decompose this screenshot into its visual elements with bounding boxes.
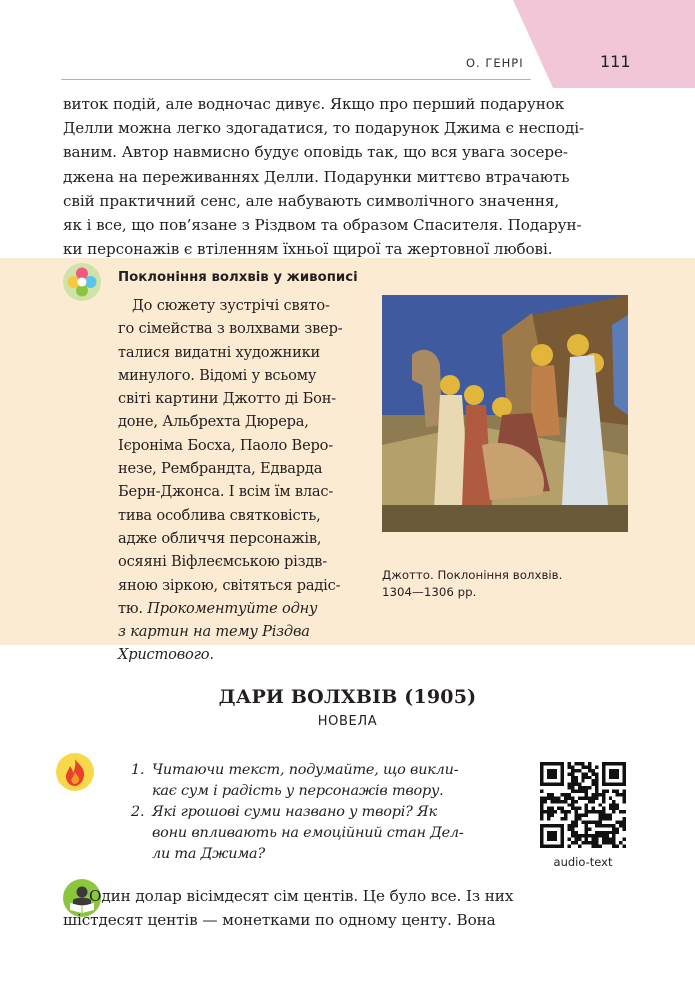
- work-title: ДАРИ ВОЛХВІВ (1905): [218, 686, 477, 708]
- text-line: адже обличчя персонажів,: [118, 529, 322, 547]
- text-line: го сімейства з волхвами звер-: [118, 320, 343, 338]
- giotto-adoration-painting: [382, 295, 628, 532]
- page-number: 111: [600, 52, 631, 71]
- qr-code-icon[interactable]: [540, 762, 626, 848]
- task-item: [128, 802, 528, 865]
- text-line: Берн-Джонса. І всім їм влас-: [118, 483, 334, 501]
- text-line: талися видатні художники: [118, 343, 321, 361]
- box-title: Поклоніння волхвів у живописі: [118, 270, 358, 285]
- text-line: джена на переживаннях Делли. Подарунки миттєво втрачають: [63, 167, 570, 186]
- text-line: Делли можна легко здогадатися, то подарунок Джима є несподі-: [63, 119, 585, 138]
- intro-paragraph: [63, 92, 629, 261]
- text-line: тива особлива святковість,: [118, 506, 321, 524]
- text-line: незе, Рембрандта, Едварда: [118, 460, 323, 478]
- task-question-line: Христового.: [118, 646, 214, 664]
- text-line: Читаючи текст, подумайте, що викли-: [152, 762, 459, 778]
- text-line: шістдесят центів — монетками по одному центу. Вона: [63, 911, 496, 930]
- text-line: До сюжету зустрічі свято-: [132, 297, 330, 314]
- text-line: ки персонажів є втіленням їхньої щирої та жертовної любові.: [63, 240, 553, 259]
- task-item: [128, 760, 528, 802]
- caption-line: 1304—1306 рр.: [382, 585, 477, 599]
- text-line: доне, Альбрехта Дюрера,: [118, 413, 309, 431]
- text-line: ваним. Автор навмисно будує оповідь так, що вся увага зосере-: [63, 143, 568, 162]
- reading-tasks: [128, 760, 528, 865]
- text-line: яною зіркою, світяться радіс-: [118, 576, 341, 594]
- fire-icon: [55, 752, 95, 792]
- work-genre: НОВЕЛА: [317, 714, 378, 729]
- running-header-author: О. ГЕНРІ: [466, 56, 524, 70]
- header-rule: [61, 79, 531, 80]
- story-opening: [63, 884, 629, 932]
- task-question: Прокоментуйте одну: [142, 599, 318, 617]
- art-text: [118, 294, 361, 667]
- task-number: 1.: [131, 762, 145, 778]
- text-line: виток подій, але водночас дивує. Якщо про перший подарунок: [63, 95, 565, 113]
- page-corner-decoration: [513, 0, 695, 88]
- text-line: кає сум і радість у персонажів твору.: [152, 783, 444, 799]
- text-line: як і все, що пов’язане з Різдвом та образом Спасителя. Подарун-: [63, 216, 582, 235]
- text-line: Ієроніма Босха, Паоло Веро-: [118, 436, 333, 454]
- text-line-end: тю.: [118, 599, 143, 617]
- text-line: Один долар вісімдесят сім центів. Це було все. Із них: [89, 887, 514, 905]
- task-question-line: з картин на тему Різдва: [118, 623, 310, 641]
- text-line: ли та Джима?: [152, 846, 265, 862]
- text-line: світі картини Джотто ді Бон-: [118, 390, 337, 408]
- caption-line: Джотто. Поклоніння волхвів.: [382, 568, 563, 582]
- text-line: осяяні Віфлеємською різдв-: [118, 553, 327, 571]
- painting-caption: [382, 567, 632, 601]
- text-line: [118, 597, 361, 620]
- text-line: минулого. Відомі у всьому: [118, 366, 317, 384]
- flower-icon: [62, 262, 102, 302]
- text-line: свій практичний сенс, але набувають символічного значення,: [63, 191, 560, 210]
- task-number: 2.: [131, 804, 145, 820]
- text-line: вони впливають на емоційний стан Дел-: [152, 825, 464, 841]
- qr-code-label: audio-text: [553, 855, 613, 869]
- text-line: Які грошові суми названо у творі? Як: [152, 804, 437, 820]
